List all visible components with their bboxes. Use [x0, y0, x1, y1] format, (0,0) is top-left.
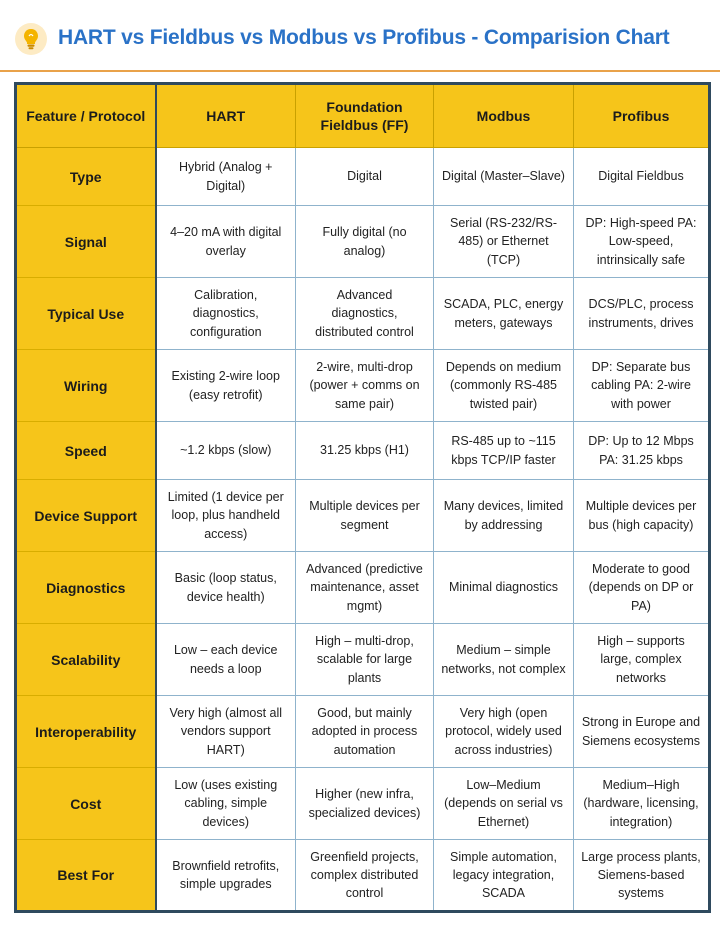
- table-cell: Hybrid (Analog + Digital): [156, 148, 296, 206]
- table-cell: Low (uses existing cabling, simple devices): [156, 768, 296, 840]
- table-cell: Higher (new infra, specialized devices): [296, 768, 434, 840]
- table-row: [16, 148, 710, 206]
- table-row: [16, 552, 710, 624]
- table-cell: Fully digital (no analog): [296, 206, 434, 278]
- table-cell: Greenfield projects, complex distributed control: [296, 840, 434, 912]
- table-cell: High – supports large, complex networks: [574, 624, 710, 696]
- table-row: [16, 840, 710, 912]
- table-cell: 2-wire, multi-drop (power + comms on same pair): [296, 350, 434, 422]
- table-row: [16, 768, 710, 840]
- table-row: [16, 624, 710, 696]
- table-cell: Calibration, diagnostics, configuration: [156, 278, 296, 350]
- table-cell: Large process plants, Siemens-based systems: [574, 840, 710, 912]
- row-feature-label: Typical Use: [16, 278, 156, 350]
- column-header-hart: HART: [156, 84, 296, 148]
- table-cell: Low – each device needs a loop: [156, 624, 296, 696]
- table-cell: Serial (RS-232/RS-485) or Ethernet (TCP): [434, 206, 574, 278]
- table-cell: RS-485 up to ~115 kbps TCP/IP faster: [434, 422, 574, 480]
- table-cell: Limited (1 device per loop, plus handheld access): [156, 480, 296, 552]
- table-body: [16, 148, 710, 912]
- lightbulb-icon: [14, 22, 48, 56]
- table-cell: Advanced (predictive maintenance, asset mgmt): [296, 552, 434, 624]
- table-row: [16, 278, 710, 350]
- table-cell: Low–Medium (depends on serial vs Ethernet): [434, 768, 574, 840]
- row-feature-label: Type: [16, 148, 156, 206]
- table-cell: DP: Up to 12 Mbps PA: 31.25 kbps: [574, 422, 710, 480]
- column-header-modbus: Modbus: [434, 84, 574, 148]
- comparison-table: [14, 82, 708, 910]
- table-cell: Minimal diagnostics: [434, 552, 574, 624]
- header-row: [16, 84, 710, 148]
- table-cell: Digital (Master–Slave): [434, 148, 574, 206]
- table-cell: 31.25 kbps (H1): [296, 422, 434, 480]
- table-cell: DP: Separate bus cabling PA: 2-wire with power: [574, 350, 710, 422]
- column-header-profibus: Profibus: [574, 84, 710, 148]
- table-row: [16, 206, 710, 278]
- table-cell: Advanced diagnostics, distributed control: [296, 278, 434, 350]
- page-title: HART vs Fieldbus vs Modbus vs Profibus - Comparision Chart: [58, 26, 670, 49]
- table-cell: DCS/PLC, process instruments, drives: [574, 278, 710, 350]
- table-row: [16, 422, 710, 480]
- row-feature-label: Scalability: [16, 624, 156, 696]
- table-cell: Medium – simple networks, not complex: [434, 624, 574, 696]
- table-cell: 4–20 mA with digital overlay: [156, 206, 296, 278]
- table-cell: DP: High-speed PA: Low-speed, intrinsically safe: [574, 206, 710, 278]
- table-cell: Multiple devices per segment: [296, 480, 434, 552]
- row-feature-label: Diagnostics: [16, 552, 156, 624]
- table-cell: High – multi-drop, scalable for large plants: [296, 624, 434, 696]
- row-feature-label: Signal: [16, 206, 156, 278]
- row-feature-label: Best For: [16, 840, 156, 912]
- row-feature-label: Cost: [16, 768, 156, 840]
- table-row: [16, 480, 710, 552]
- column-header-foundation-fieldbus: Foundation Fieldbus (FF): [296, 84, 434, 148]
- row-feature-label: Interoperability: [16, 696, 156, 768]
- table-cell: Strong in Europe and Siemens ecosystems: [574, 696, 710, 768]
- table-cell: Depends on medium (commonly RS-485 twisted pair): [434, 350, 574, 422]
- table-cell: Very high (open protocol, widely used across industries): [434, 696, 574, 768]
- row-feature-label: Speed: [16, 422, 156, 480]
- table-row: [16, 696, 710, 768]
- table-cell: Moderate to good (depends on DP or PA): [574, 552, 710, 624]
- table-cell: Existing 2-wire loop (easy retrofit): [156, 350, 296, 422]
- table-cell: Very high (almost all vendors support HART): [156, 696, 296, 768]
- table-cell: Digital Fieldbus: [574, 148, 710, 206]
- table-cell: Simple automation, legacy integration, SCADA: [434, 840, 574, 912]
- table-cell: Basic (loop status, device health): [156, 552, 296, 624]
- table-cell: Medium–High (hardware, licensing, integration): [574, 768, 710, 840]
- table-cell: Brownfield retrofits, simple upgrades: [156, 840, 296, 912]
- row-feature-label: Wiring: [16, 350, 156, 422]
- table-row: [16, 350, 710, 422]
- row-feature-label: Device Support: [16, 480, 156, 552]
- page-header: [0, 0, 720, 72]
- table-cell: Many devices, limited by addressing: [434, 480, 574, 552]
- table-cell: Multiple devices per bus (high capacity): [574, 480, 710, 552]
- table-cell: SCADA, PLC, energy meters, gateways: [434, 278, 574, 350]
- table-cell: Good, but mainly adopted in process automation: [296, 696, 434, 768]
- table-cell: Digital: [296, 148, 434, 206]
- table-cell: ~1.2 kbps (slow): [156, 422, 296, 480]
- column-header-feature: Feature / Protocol: [16, 84, 156, 148]
